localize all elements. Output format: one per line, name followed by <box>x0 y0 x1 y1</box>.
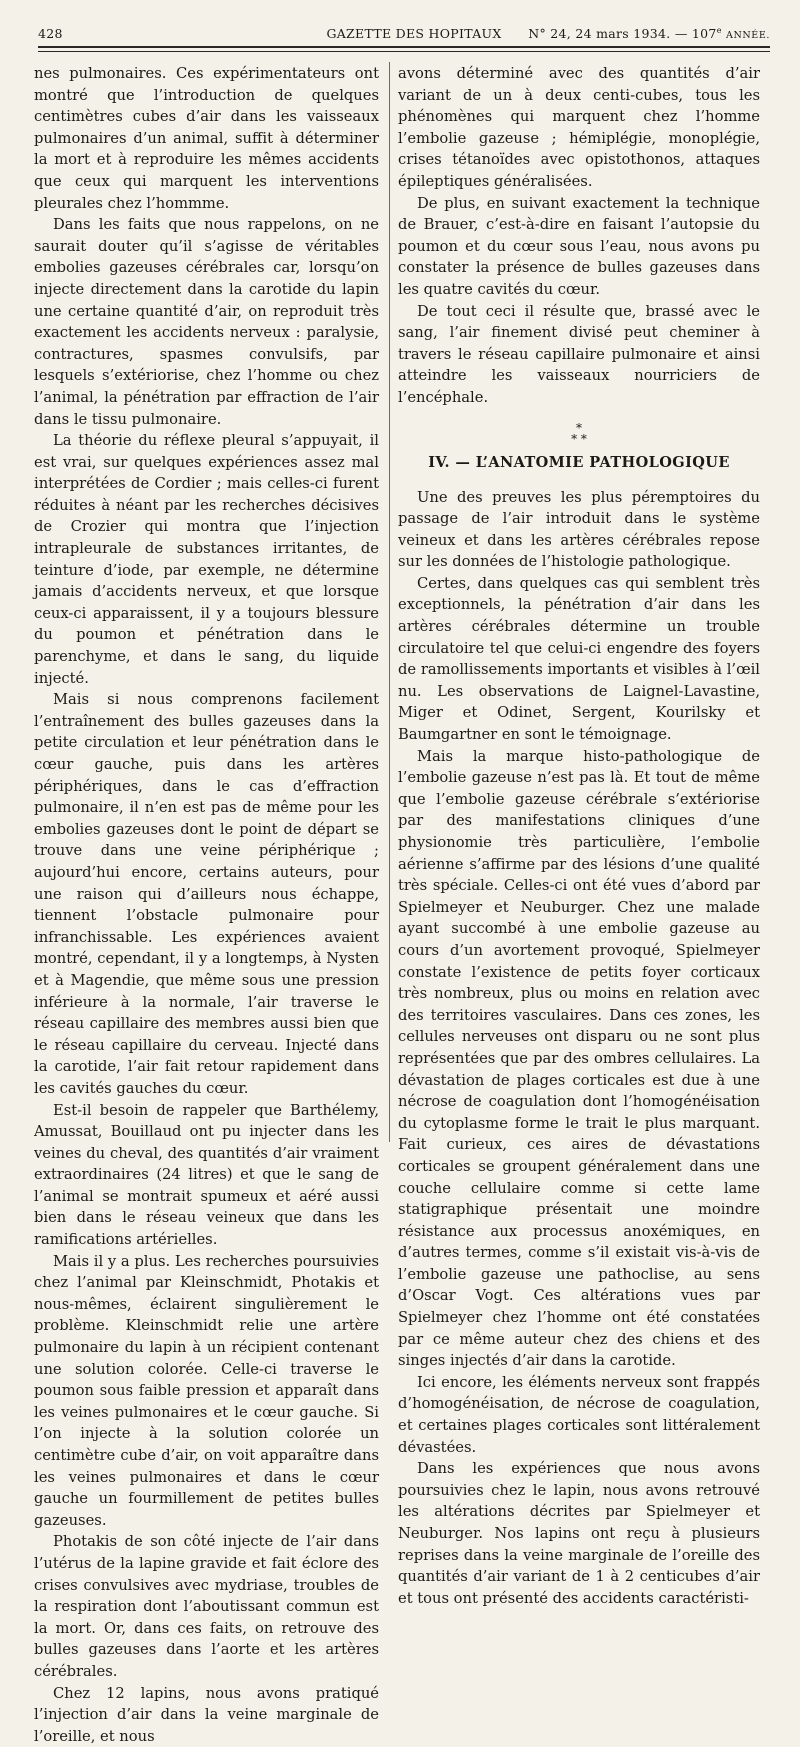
column-divider <box>389 62 390 1142</box>
paragraph: De plus, en suivant exactement la technique de Brauer, c’est-à-dire en faisant l’autopsie du poumon et du cœur sous l’eau, nous avons pu constater la présence de bulles gazeuses dans les quatre cavités du cœur. <box>398 194 760 298</box>
issue-date: N° 24, 24 mars 1934. — 107 <box>528 26 717 42</box>
paragraph: De tout ceci il résulte que, brassé avec le sang, l’air finement divisé peut cheminer à travers le réseau capillaire pulmonaire et ainsi atteindre les vaisseaux nourriciers de l’encéphale. <box>398 302 760 406</box>
paragraph: Mais si nous comprenons facilement l’entraînement des bulles gazeuses dans la petite circulation et leur pénétration dans le cœur gauche, puis dans les artères périphériques, dans le cas d’effraction pulmonaire, il n’en est pas de même pour les embolies gazeuses dont le point de départ se trouve dans une veine périphérique ; aujourd’hui encore, certains auteurs, pour une raison qui d’ailleurs nous échappe, tiennent l’obstacle pulmonaire pour infranchissable. Les expériences avaient montré, cependant, il y a longtemps, à Nysten et à Magendie, que même sous une pression inférieure à la normale, l’air traverse le réseau capillaire des membres aussi bien que le réseau capillaire du cerveau. Injecté dans la carotide, l’air fait retour rapidement dans les cavités gauches du cœur. <box>34 691 379 1097</box>
paragraph: Chez 12 lapins, nous avons pratiqué l’injection d’air dans la veine marginale de l’oreille, et nous <box>34 1684 379 1745</box>
issue-year-label: ANNÉE. <box>726 30 770 42</box>
paragraph: La théorie du réflexe pleural s’appuyait, il est vrai, sur quelques expériences assez mal interprétées de Cordier ; mais celles-ci furent réduites à néant par les recherches décisives de Crozier qui montra que l’injection intrapleurale de substances irritantes, de teinture d’iode, par exemple, ne détermine jamais d’accidents nerveux, et que lorsque ceux-ci apparaissent, il y a toujours blessure du poumon et pénétration dans le parenchyme, et dans le sang, du liquide injecté. <box>34 432 379 687</box>
asterism-ornament: * * * <box>571 420 587 446</box>
paragraph: Ici encore, les éléments nerveux sont frappés d’homogénéisation, de nécrose de coagulation, et certaines plages corticales sont littéralement dévastées. <box>398 1373 760 1456</box>
paragraph: Dans les expériences que nous avons poursuivies chez le lapin, nous avons retrouvé les altérations décrites par Spielmeyer et Neuburger. Nos lapins ont reçu à plusieurs reprises dans la veine marginale de l’oreille des quantités d’air variant de 1 à 2 centicubes d’air et tous ont présenté des accidents caractéristi- <box>398 1460 760 1607</box>
paragraph: Photakis de son côté injecte de l’air dans l’utérus de la lapine gravide et fait éclore des crises convulsives avec mydriase, troubles de la respiration dont l’aboutissant commun est la mort. Or, dans ces faits, on retrouve des bulles gazeuses dans l’aorte et les artères cérébrales. <box>34 1533 379 1680</box>
header-rule-thin <box>38 51 770 52</box>
issue-ordinal: e <box>716 26 722 35</box>
section-heading: IV. — L’ANATOMIE PATHOLOGIQUE <box>428 453 730 471</box>
paragraph: avons déterminé avec des quantités d’air variant de un à deux centi-cubes, tous les phénomènes qui marquent chez l’homme l’embolie gazeuse ; hémiplégie, monoplégie, crises tétanoïdes avec opistothonos, attaques épileptiques généralisées. <box>398 65 760 190</box>
issue-info <box>528 26 770 41</box>
page-number: 428 <box>38 26 63 41</box>
paragraph: nes pulmonaires. Ces expérimentateurs ont montré que l’introduction de quelques centimètres cubes d’air dans les vaisseaux pulmonaires d’un animal, suffit à déterminer la mort et à reproduire les mêmes accidents que ceux qui marquent les interventions pleurales chez l’hommme. <box>34 65 379 212</box>
paragraph: Dans les faits que nous rappelons, on ne saurait douter qu’il s’agisse de véritables embolies gazeuses cérébrales car, lorsqu’on injecte directement dans la carotide du lapin une certaine quantité d’air, on reproduit très exactement les accidents nerveux : paralysie, contractures, spasmes convulsifs, par lesquels s’extériorise, chez l’homme ou chez l’animal, la pénétration par effraction de l’air dans le tissu pulmonaire. <box>34 216 379 428</box>
right-column <box>398 63 760 1609</box>
paragraph: Certes, dans quelques cas qui semblent très exceptionnels, la pénétration d’air dans les artères cérébrales détermine un trouble circulatoire tel que celui-ci engendre des foyers de ramollissements importants et visibles à l’œil nu. Les observations de Laignel-Lavastine, Miger et Odinet, Sergent, Kourilsky et Baumgartner en sont le témoignage. <box>398 574 760 744</box>
paragraph: Une des preuves les plus péremptoires du passage de l’air introduit dans le système veineux et dans les artères cérébrales repose sur les données de l’histologie pathologique. <box>398 488 760 571</box>
left-column <box>34 63 379 1747</box>
page-header <box>38 22 770 46</box>
paragraph: Est-il besoin de rappeler que Barthélemy, Amussat, Bouillaud ont pu injecter dans les veines du cheval, des quantités d’air vraiment extraordinaires (24 litres) et que le sang de l’animal se montrait spumeux et aéré aussi bien dans le réseau veineux que dans les ramifications artérielles. <box>34 1101 379 1249</box>
paragraph: Mais il y a plus. Les recherches poursuivies chez l’animal par Kleinschmidt, Photakis et nous-mêmes, éclairent singulièrement le problème. Kleinschmidt relie une artère pulmonaire du lapin à un récipient contenant une solution colorée. Celle-ci traverse le poumon sous faible pression et apparaît dans les veines pulmonaires et le cœur gauche. Si l’on injecte à la solution colorée un centimètre cube d’air, on voit apparaître dans les veines pulmonaires et dans le cœur gauche un fourmillement de petites bulles gazeuses. <box>34 1252 379 1529</box>
journal-title: GAZETTE DES HOPITAUX <box>326 26 502 41</box>
paragraph: Mais la marque histo-pathologique de l’embolie gazeuse n’est pas là. Et tout de même que l’embolie gazeuse cérébrale s’extériorise par des manifestations cliniques d’une physionomie très particulière, l’embolie aérienne s’affirme par des lésions d’une qualité très spéciale. Celles-ci ont été vues d’abord par Spielmeyer et Neuburger. Chez une malade ayant succombé à une embolie gazeuse au cours d’un avortement provoqué, Spielmeyer constate l’existence de petits foyer corticaux très nombreux, plus ou moins en relation avec des territoires vasculaires. Dans ces zones, les cellules nerveuses ont disparu ou ne sont plus représentées que par des ombres cellulaires. La dévastation de plages corticales est due à une nécrose de coagulation dont l’homogénéisation du cytoplasme forme le trait le plus marquant. Fait curieux, ces aires de dévastations corticales se groupent généralement dans une couche cellulaire comme si cette lame statigraphique présentait une moindre résistance aux processus anoxémiques, en d’autres termes, comme s’il existait vis-à-vis de l’embolie gazeuse une pathoclise, au sens d’Oscar Vogt. Ces altérations vues par Spielmeyer chez l’homme ont été constatées par ce même auteur chez des chiens et des singes injectés d’air dans la carotide. <box>398 747 760 1370</box>
header-rule-thick <box>38 46 770 48</box>
